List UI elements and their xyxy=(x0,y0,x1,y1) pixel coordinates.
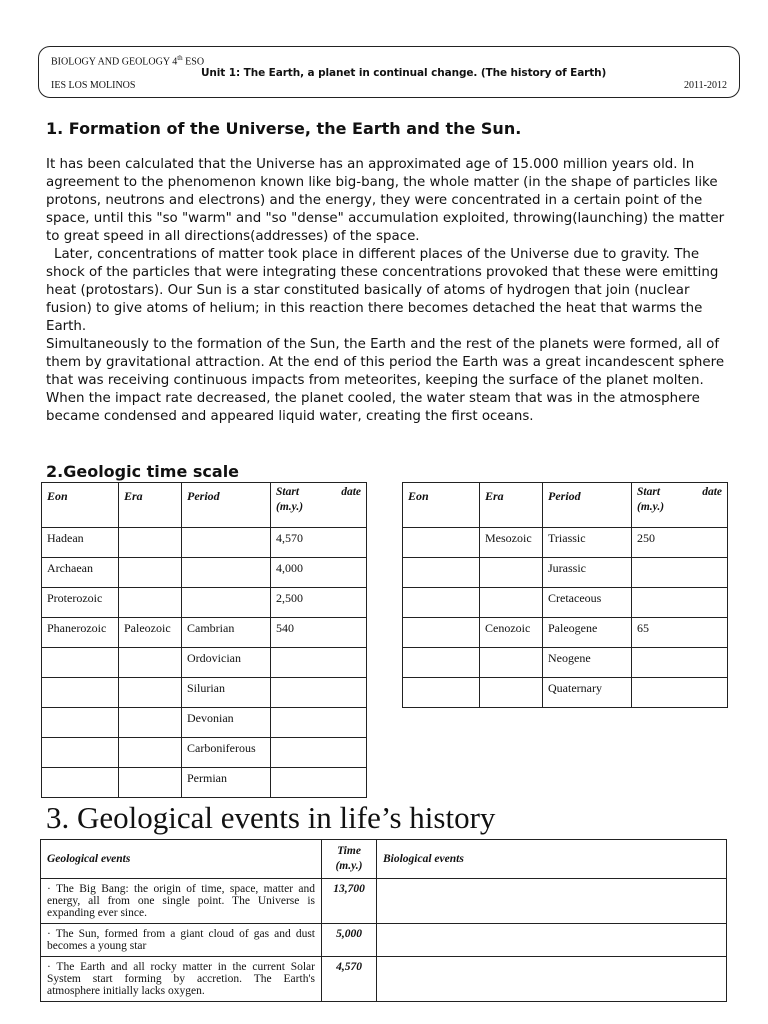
table-cell xyxy=(119,768,182,798)
geologic-time-table-right xyxy=(402,482,728,708)
table-row xyxy=(403,648,728,678)
geological-event-cell: · The Big Bang: the origin of time, space, matter and energy, all from one single point. The Universe is expanding ever since. xyxy=(41,879,322,924)
table-cell xyxy=(271,648,367,678)
col-era: Era xyxy=(119,483,182,528)
table-cell: Neogene xyxy=(543,648,632,678)
table-row xyxy=(42,588,367,618)
table-row xyxy=(42,618,367,648)
table-cell: Proterozoic xyxy=(42,588,119,618)
paragraph-sun: Later, concentrations of matter took place in different places of the Universe due to gravity. The shock of the particles that were integrating these concentrations provoked that these were emitting heat (protostars). Our Sun is a star constituted basically of atoms of hydrogen that join (nuclear fusion) to give atoms of helium; in this reaction there becomes detached the heat that warms the Earth. xyxy=(46,247,719,334)
table-cell: Cambrian xyxy=(182,618,271,648)
table-cell xyxy=(42,768,119,798)
events-table-body xyxy=(41,879,727,1002)
table-cell xyxy=(182,558,271,588)
col-time: Time (m.y.) xyxy=(322,840,377,879)
biological-event-cell xyxy=(377,924,727,957)
table-cell: 4,570 xyxy=(271,528,367,558)
table-cell xyxy=(271,708,367,738)
table-cell: Cretaceous xyxy=(543,588,632,618)
paragraph-universe: It has been calculated that the Universe has an approximated age of 15.000 million years old. In agreement to the phenomenon known like big-bang, the whole matter (in the shape of particles like protons, neutrons and electrons) and the energy, they were concentrated in a certain point of the space, until this "so "warm" and "so "dense" accumulation exploited, throwing(launching) the matter to great speed in all directions(addresses) of the space. xyxy=(46,157,725,244)
table-cell: Cenozoic xyxy=(480,618,543,648)
col-eon: Eon xyxy=(403,483,480,528)
biological-event-cell xyxy=(377,879,727,924)
table-row xyxy=(42,648,367,678)
section-3-title: 3. Geological events in life’s history xyxy=(46,800,496,835)
col-start-date: Start date (m.y.) xyxy=(632,483,728,528)
table-cell xyxy=(271,678,367,708)
table-cell xyxy=(119,558,182,588)
table-cell xyxy=(119,708,182,738)
table-row xyxy=(42,708,367,738)
table-row xyxy=(42,558,367,588)
table-cell xyxy=(271,738,367,768)
table-cell: Silurian xyxy=(182,678,271,708)
table-cell: Archaean xyxy=(42,558,119,588)
table-cell: Ordovician xyxy=(182,648,271,678)
table-cell: Devonian xyxy=(182,708,271,738)
table-row xyxy=(41,924,727,957)
table-cell xyxy=(119,648,182,678)
table-cell xyxy=(403,588,480,618)
table-cell xyxy=(119,738,182,768)
table-cell xyxy=(480,588,543,618)
time-cell: 13,700 xyxy=(322,879,377,924)
table-row xyxy=(41,879,727,924)
section-2-title: 2.Geologic time scale xyxy=(46,462,240,481)
table-cell xyxy=(632,588,728,618)
table-cell xyxy=(42,648,119,678)
geological-event-cell: · The Sun, formed from a giant cloud of gas and dust becomes a young star xyxy=(41,924,322,957)
biological-event-cell xyxy=(377,957,727,1002)
table-cell: 540 xyxy=(271,618,367,648)
table-row xyxy=(403,588,728,618)
col-geological-events: Geological events xyxy=(41,840,322,879)
table-cell: 250 xyxy=(632,528,728,558)
geological-event-cell: · The Earth and all rocky matter in the current Solar System start forming by accretion. The Earth's atmosphere initially lacks oxygen. xyxy=(41,957,322,1002)
table-row xyxy=(42,738,367,768)
table-cell xyxy=(403,648,480,678)
academic-year: 2011-2012 xyxy=(684,80,727,91)
table-cell xyxy=(632,678,728,708)
time-cell: 4,570 xyxy=(322,957,377,1002)
table-row xyxy=(403,618,728,648)
table-row xyxy=(403,558,728,588)
table-cell: 4,000 xyxy=(271,558,367,588)
table-cell: Quaternary xyxy=(543,678,632,708)
table-cell xyxy=(480,558,543,588)
time-cell: 5,000 xyxy=(322,924,377,957)
table-cell xyxy=(119,528,182,558)
table-cell xyxy=(480,678,543,708)
paragraph-earth: Simultaneously to the formation of the Sun, the Earth and the rest of the planets were formed, all of them by gravitational attraction. At the end of this period the Earth was a great incandescent sphere that was receiving continuous impacts from meteorites, keeping the surface of the planet molten. When the impact rate decreased, the planet cooled, the water steam that was in the atmosphere became condensed and appeared liquid water, creating the first oceans. xyxy=(46,337,725,424)
right-table-body xyxy=(403,528,728,708)
table-cell: Triassic xyxy=(543,528,632,558)
table-cell: Phanerozoic xyxy=(42,618,119,648)
table-cell xyxy=(403,618,480,648)
table-cell: Paleozoic xyxy=(119,618,182,648)
table-cell xyxy=(182,528,271,558)
table-cell: 2,500 xyxy=(271,588,367,618)
table-cell xyxy=(403,678,480,708)
col-biological-events: Biological events xyxy=(377,840,727,879)
geological-events-table xyxy=(40,839,727,1002)
geologic-time-table-left xyxy=(41,482,367,798)
table-row xyxy=(41,957,727,1002)
table-cell: Permian xyxy=(182,768,271,798)
document-header xyxy=(38,46,740,98)
table-cell xyxy=(480,648,543,678)
table-cell: Carboniferous xyxy=(182,738,271,768)
table-cell xyxy=(403,528,480,558)
table-cell xyxy=(119,588,182,618)
table-row xyxy=(403,528,728,558)
school-name: IES LOS MOLINOS xyxy=(51,80,136,91)
table-cell xyxy=(42,708,119,738)
section-1-title: 1. Formation of the Universe, the Earth and the Sun. xyxy=(46,119,522,138)
col-period: Period xyxy=(182,483,271,528)
table-cell: Mesozoic xyxy=(480,528,543,558)
table-row xyxy=(42,678,367,708)
col-era: Era xyxy=(480,483,543,528)
table-cell: Jurassic xyxy=(543,558,632,588)
subject-label: BIOLOGY AND GEOLOGY 4th ESO xyxy=(51,54,205,68)
left-table-body xyxy=(42,528,367,798)
table-cell xyxy=(271,768,367,798)
table-cell: Hadean xyxy=(42,528,119,558)
table-cell xyxy=(403,558,480,588)
table-cell: Paleogene xyxy=(543,618,632,648)
table-cell: 65 xyxy=(632,618,728,648)
table-cell xyxy=(42,678,119,708)
col-start-date: Start date (m.y.) xyxy=(271,483,367,528)
table-row xyxy=(42,528,367,558)
table-cell xyxy=(42,738,119,768)
table-row xyxy=(42,768,367,798)
col-eon: Eon xyxy=(42,483,119,528)
table-row xyxy=(403,678,728,708)
table-cell xyxy=(632,558,728,588)
table-cell xyxy=(182,588,271,618)
col-period: Period xyxy=(543,483,632,528)
table-cell xyxy=(119,678,182,708)
unit-title: Unit 1: The Earth, a planet in continual change. (The history of Earth) xyxy=(201,67,607,79)
table-cell xyxy=(632,648,728,678)
